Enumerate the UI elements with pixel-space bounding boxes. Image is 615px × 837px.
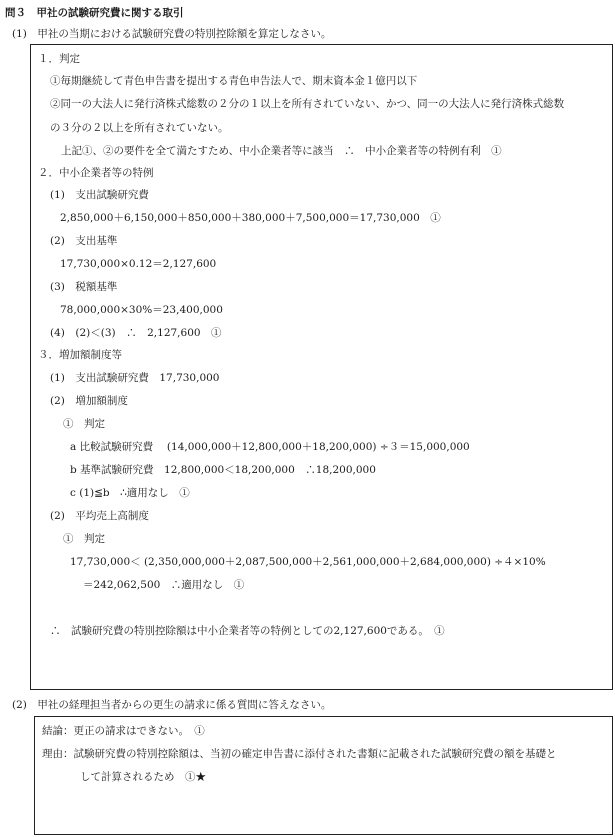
condition-1: ①毎期継続して青色申告書を提出する青色申告法人で、期末資本金１億円以下 — [50, 75, 418, 87]
answer-2-conclusion: 結論：更正の請求はできない。 ① — [42, 725, 205, 737]
section-3-3-calc-1: 17,730,000＜ (2,350,000,000＋2,087,500,000＋2,561,000,000＋2,684,000,000) ÷４×10% — [70, 556, 546, 568]
section-3-3-calc-2: ＝242,062,500 ∴適用なし ① — [83, 579, 245, 591]
question-2: (2) 甲社の経理担当者からの更生の請求に係る質問に答えなさい。 — [12, 699, 332, 711]
section-1-conclusion: 上記①、②の要件を全て満たすため、中小企業者等に該当 ∴ 中小企業者等の特例有利 ① — [61, 145, 502, 157]
section-3-3-label: (2) 平均売上高制度 — [50, 510, 149, 522]
section-2-4: (4) (2)＜(3) ∴ 2,127,600 ① — [50, 327, 222, 339]
section-2-1-calc: 2,850,000＋6,150,000＋850,000＋380,000＋7,500,000＝17,730,000 ① — [60, 212, 441, 224]
section-2-1-label: (1) 支出試験研究費 — [50, 189, 149, 201]
condition-2-line-2: の３分の２以上を所有されていない。 — [50, 122, 229, 134]
section-2-title: ２．中小企業者等の特例 — [38, 167, 154, 179]
section-3-2-sub: ① 判定 — [63, 418, 105, 430]
section-2-2-label: (2) 支出基準 — [50, 235, 118, 247]
section-3-3-sub: ① 判定 — [63, 533, 105, 545]
section-3-2-c: c (1)≦b ∴適用なし ① — [70, 487, 190, 499]
page-heading: 問３ 甲社の試験研究費に関する取引 — [5, 7, 184, 19]
section-2-3-label: (3) 税額基準 — [50, 281, 118, 293]
section-3-2-label: (2) 増加額制度 — [50, 395, 128, 407]
section-3-2-a: a 比較試験研究費 (14,000,000＋12,800,000＋18,200,000) ÷３＝15,000,000 — [70, 441, 470, 453]
section-3-title: ３．増加額制度等 — [38, 349, 122, 361]
section-1-title: １．判定 — [38, 53, 80, 65]
condition-2-line-1: ②同一の大法人に発行済株式総数の２分の１以上を所有されていない、かつ、同一の大法人に発行済株式総数 — [50, 98, 565, 110]
question-1: (1) 甲社の当期における試験研究費の特別控除額を算定しなさい。 — [12, 28, 332, 40]
final-answer: ∴ 試験研究費の特別控除額は中小企業者等の特例としての2,127,600である。 ① — [50, 625, 445, 637]
answer-2-reason-line-2: して計算されるため ①★ — [80, 771, 206, 783]
section-3-2-b: b 基準試験研究費 12,800,000＜18,200,000 ∴18,200,000 — [70, 464, 376, 476]
section-3-1: (1) 支出試験研究費 17,730,000 — [50, 372, 220, 384]
answer-2-reason-line-1: 理由：試験研究費の特別控除額は、当初の確定申告書に添付された書類に記載された試験研究費の額を基礎と — [42, 748, 557, 760]
answer-box-1 — [30, 44, 613, 690]
section-2-3-calc: 78,000,000×30%＝23,400,000 — [60, 304, 223, 316]
section-2-2-calc: 17,730,000×0.12＝2,127,600 — [60, 258, 217, 270]
